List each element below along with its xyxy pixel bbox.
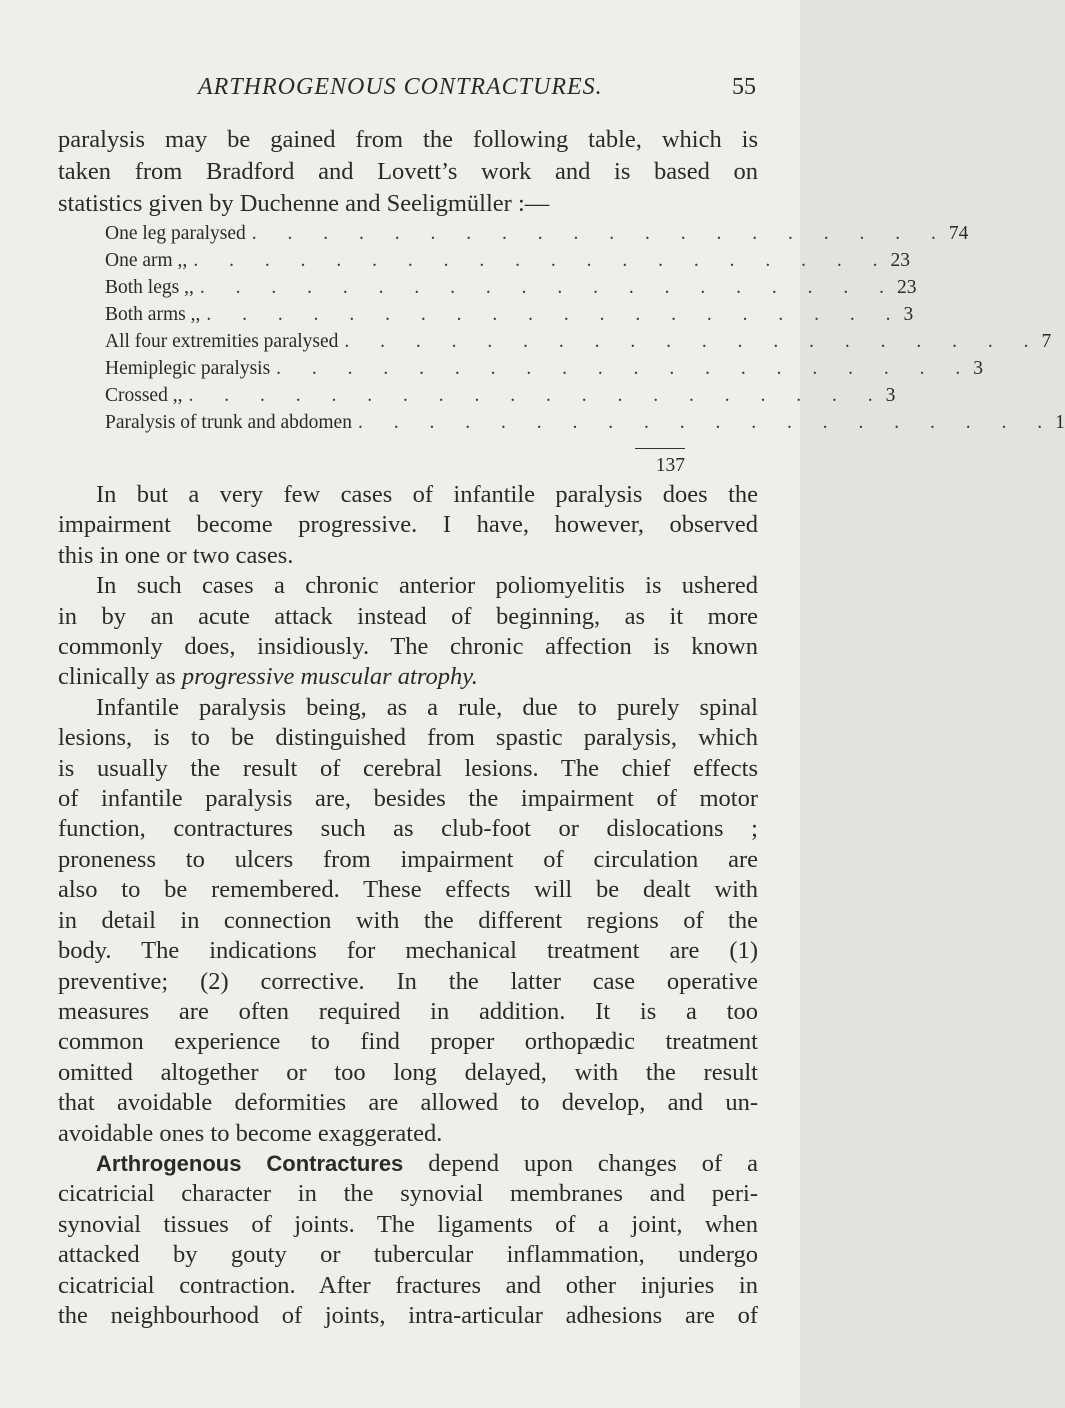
- text-line: lesions, is to be distinguished from spastic paralysis, which: [58, 724, 758, 752]
- row-value: 23: [890, 250, 910, 271]
- table-row: [105, 412, 1065, 439]
- running-title: ARTHROGENOUS CONTRACTURES.: [198, 74, 603, 100]
- text-line: omitted altogether or too long delayed, with the result: [58, 1058, 758, 1086]
- text-line: paralysis may be gained from the following table, which is: [58, 126, 758, 153]
- text-line: also to be remembered. These effects will be dealt with: [58, 876, 758, 904]
- text-line: [58, 1149, 758, 1179]
- row-value: 1: [1055, 412, 1065, 433]
- table-row: [105, 250, 910, 277]
- page-number: 55: [732, 74, 756, 100]
- leader-dots: . . . . . . . . . . . . . . . . . . . .: [357, 412, 1056, 433]
- text-line: in detail in connection with the different regions of the: [58, 906, 758, 934]
- leader-dots: . . . . . . . . . . . . . . . . . . . .: [206, 304, 904, 325]
- row-value: 23: [896, 277, 917, 298]
- table-row: [105, 358, 984, 385]
- text-line: this in one or two cases.: [58, 541, 294, 569]
- text-line: cicatricial character in the synovial membranes and peri-: [58, 1180, 758, 1208]
- text-line: the neighbourhood of joints, intra-articular adhesions are of: [58, 1301, 758, 1329]
- row-label: Hemiplegic paralysis: [105, 358, 271, 379]
- row-value: 3: [903, 304, 914, 325]
- text-line: common experience to find proper orthopædic treatment: [58, 1028, 758, 1056]
- text-line: cicatricial contraction. After fractures and other injuries in: [58, 1271, 758, 1299]
- text-line: synovial tissues of joints. The ligaments of a joint, when: [58, 1210, 758, 1238]
- text-line: in by an acute attack instead of beginning, as it more: [58, 602, 758, 630]
- text-line: [58, 662, 758, 692]
- row-value: 7: [1041, 331, 1052, 352]
- leader-dots: . . . . . . . . . . . . . . . . . . . .: [344, 331, 1042, 352]
- leader-dots: . . . . . . . . . . . . . . . . . . . .: [276, 358, 974, 379]
- table-row: [105, 304, 914, 331]
- row-value: 3: [973, 358, 984, 379]
- text-line: In such cases a chronic anterior poliomyelitis is ushered: [96, 572, 758, 600]
- text-line: taken from Bradford and Lovett’s work and is based on: [58, 158, 758, 185]
- row-value: 3: [885, 385, 896, 406]
- text-run: clinically as: [58, 663, 182, 691]
- text-line: body. The indications for mechanical treatment are (1): [58, 937, 758, 965]
- leader-dots: . . . . . . . . . . . . . . . . . . . .: [188, 385, 886, 406]
- text-line: preventive; (2) corrective. In the latter case operative: [58, 967, 758, 995]
- text-line: Infantile paralysis being, as a rule, due to purely spinal: [96, 693, 758, 721]
- table-row: [105, 277, 917, 304]
- table-total: 137: [655, 455, 685, 476]
- text-line: function, contractures such as club-foot or dislocations ;: [58, 815, 758, 843]
- text-line: In but a very few cases of infantile paralysis does the: [96, 481, 758, 508]
- text-line: proneness to ulcers from impairment of circulation are: [58, 845, 758, 873]
- paralysis-statistics-table: [105, 223, 1065, 439]
- row-label: Paralysis of trunk and abdomen: [105, 412, 352, 433]
- text-line: is usually the result of cerebral lesions. The chief effects: [58, 754, 758, 782]
- text-run: depend upon changes of a: [403, 1149, 758, 1177]
- total-rule: [635, 448, 685, 449]
- row-label: Both arms ,,: [105, 304, 201, 325]
- text-line: impairment become progressive. I have, however, observed: [58, 511, 758, 539]
- paragraph-infantile-paralysis: [58, 693, 758, 1149]
- table-row: [105, 223, 969, 250]
- text-line: measures are often required in addition. It is a too: [58, 997, 758, 1025]
- text-line: avoidable ones to become exaggerated.: [58, 1119, 443, 1147]
- body-text: [58, 480, 758, 1331]
- row-label: One leg paralysed: [105, 223, 246, 244]
- section-heading: Arthrogenous Contractures: [96, 1150, 404, 1176]
- text-line: statistics given by Duchenne and Seeligmüller :—: [58, 190, 550, 217]
- leader-dots: . . . . . . . . . . . . . . . . . . . .: [193, 250, 891, 271]
- row-value: 74: [948, 223, 969, 244]
- emphasized-term: progressive muscular atrophy.: [181, 663, 478, 691]
- intro-paragraph: [58, 124, 758, 220]
- text-line: that avoidable deformities are allowed to develop, and un-: [58, 1089, 758, 1117]
- text-line: of infantile paralysis are, besides the impairment of motor: [58, 785, 758, 813]
- text-line: attacked by gouty or tubercular inflammation, undergo: [58, 1241, 758, 1269]
- paragraph-poliomyelitis: [58, 571, 758, 693]
- leader-dots: . . . . . . . . . . . . . . . . . . . .: [251, 223, 949, 244]
- paragraph-progressive-impairment: [58, 480, 758, 571]
- text-line: commonly does, insidiously. The chronic affection is known: [58, 633, 758, 661]
- paragraph-arthrogenous-contractures: [58, 1149, 758, 1331]
- row-label: One arm ,,: [105, 250, 188, 271]
- running-head: [0, 74, 800, 114]
- table-row: [105, 385, 896, 412]
- leader-dots: . . . . . . . . . . . . . . . . . . . .: [199, 277, 897, 298]
- table-row: [105, 331, 1052, 358]
- row-label: Crossed ,,: [105, 385, 183, 406]
- row-label: All four extremities paralysed: [105, 331, 339, 352]
- row-label: Both legs ,,: [105, 277, 194, 298]
